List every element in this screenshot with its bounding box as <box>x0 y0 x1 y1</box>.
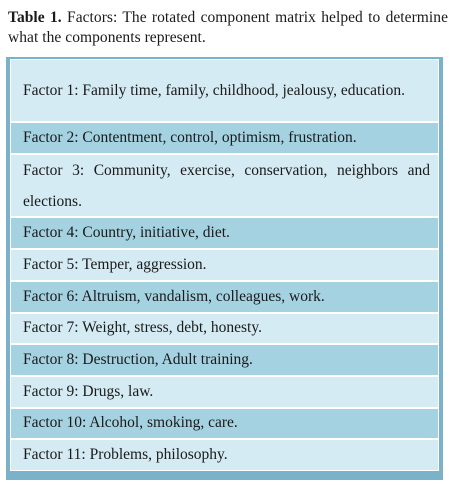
table-row-factor-6 <box>10 281 439 313</box>
table-cell: Factor 10: Alcohol, smoking, care. <box>23 414 238 432</box>
table-cell: Factor 7: Weight, stress, debt, honesty. <box>23 319 262 337</box>
table-row-factor-9 <box>10 376 439 408</box>
table-row-factor-3 <box>10 154 439 217</box>
table-row-factor-1 <box>10 59 439 122</box>
table-row-factor-8 <box>10 344 439 376</box>
table-row-factor-2 <box>10 122 439 154</box>
table-caption <box>8 8 448 48</box>
table-row-factor-7 <box>10 313 439 345</box>
factors-table <box>6 57 443 480</box>
table-cell: Factor 11: Problems, philosophy. <box>23 446 228 464</box>
table-cell: Factor 5: Temper, aggression. <box>23 256 207 273</box>
table-cell: Factor 9: Drugs, law. <box>23 382 154 400</box>
table-cell: Factor 6: Altruism, vandalism, colleagues, work. <box>23 287 325 305</box>
table-cell: Factor 4: Country, initiative, diet. <box>23 224 230 242</box>
table-cell: Factor 8: Destruction, Adult training. <box>23 351 253 369</box>
table-row-factor-10 <box>10 408 439 440</box>
table-cell: Factor 2: Contentment, control, optimism, frustration. <box>23 129 357 147</box>
caption-text: Factors: The rotated component matrix helped to determine what the components represent. <box>8 9 448 46</box>
table-cell: Factor 3: Community, exercise, conservation, neighbors and elections. <box>23 161 430 210</box>
table-row-factor-5 <box>10 249 439 281</box>
table-row-factor-11 <box>10 439 439 471</box>
caption-label: Table 1. <box>8 9 62 26</box>
table-cell: Factor 1: Family time, family, childhood, jealousy, education. <box>23 82 405 100</box>
table-row-factor-4 <box>10 217 439 249</box>
